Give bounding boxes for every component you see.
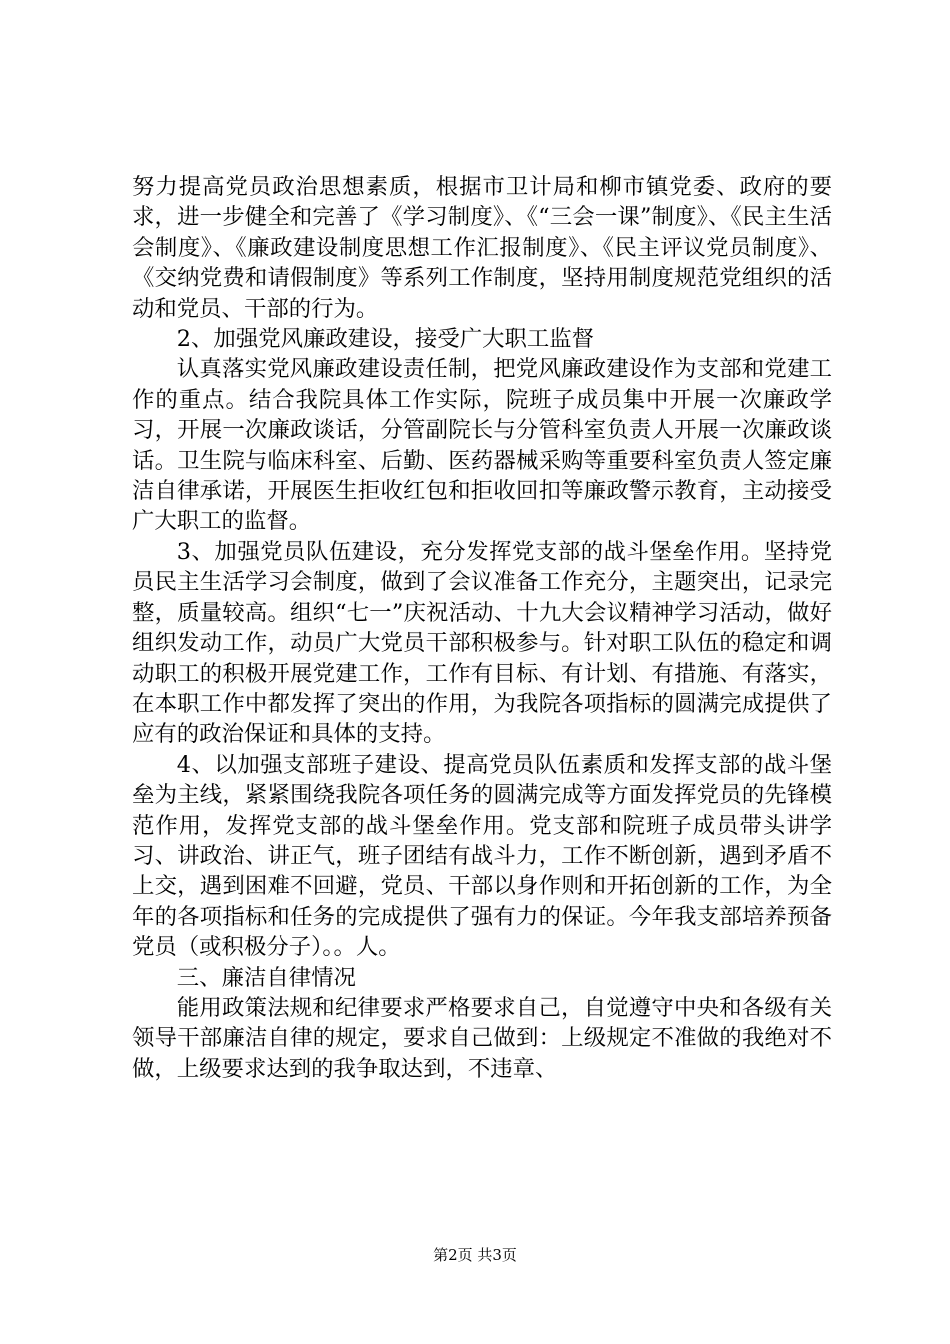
section-heading-3: 三、廉洁自律情况 [176,964,356,991]
heading-item-2: 2、加强党风廉政建设，接受广大职工监督 [176,326,595,353]
paragraph-continuation: 努力提高党员政治思想素质，根据市卫计局和柳市镇党委、政府的要求，进一步健全和完善了《学习制度》、《“三会一课”制度》、《民主生活会制度》、《廉政建设制度思想工作汇报制度》、《民主评议党员制度》、《交纳党费和请假制度》等系列工作制度，坚持用制度规范党组织的活动和党员、干部的行为。 [132,174,832,322]
page-footer: 第2页 共3页 [433,1246,517,1264]
paragraph-item-4: 4、以加强支部班子建设、提高党员队伍素质和发挥支部的战斗堡垒为主线，紧紧围绕我院各项任务的圆满完成等方面发挥党员的先锋模范作用，发挥党支部的战斗堡垒作用。党支部和院班子成员带头讲学习、讲政治、讲正气，班子团结有战斗力，工作不断创新，遇到矛盾不上交，遇到困难不回避，党员、干部以身作则和开拓创新的工作，为全年的各项指标和任务的完成提供了强有力的保证。今年我支部培养预备党员（或积极分子）。。人。 [132,751,832,961]
paragraph-party-conduct: 认真落实党风廉政建设责任制，把党风廉政建设作为支部和党建工作的重点。结合我院具体工作实际，院班子成员集中开展一次廉政学习，开展一次廉政谈话，分管副院长与分管科室负责人开展一次廉政谈话。卫生院与临床科室、后勤、医药器械采购等重要科室负责人签定廉洁自律承诺，开展医生拒收红包和拒收回扣等廉政警示教育，主动接受广大职工的监督。 [132,356,832,535]
paragraph-self-discipline: 能用政策法规和纪律要求严格要求自己，自觉遵守中央和各级有关领导干部廉洁自律的规定，要求自己做到：上级规定不准做的我绝对不做，上级要求达到的我争取达到，不违章、 [132,994,832,1082]
paragraph-item-3: 3、加强党员队伍建设，充分发挥党支部的战斗堡垒作用。坚持党员民主生活学习会制度，做到了会议准备工作充分，主题突出，记录完整，质量较高。组织“七一”庆祝活动、十九大会议精神学习活动，做好组织发动工作，动员广大党员干部积极参与。针对职工队伍的稳定和调动职工的积极开展党建工作，工作有目标、有计划、有措施、有落实，在本职工作中都发挥了突出的作用，为我院各项指标的圆满完成提供了应有的政治保证和具体的支持。 [132,538,832,748]
document-body [132,172,832,1084]
